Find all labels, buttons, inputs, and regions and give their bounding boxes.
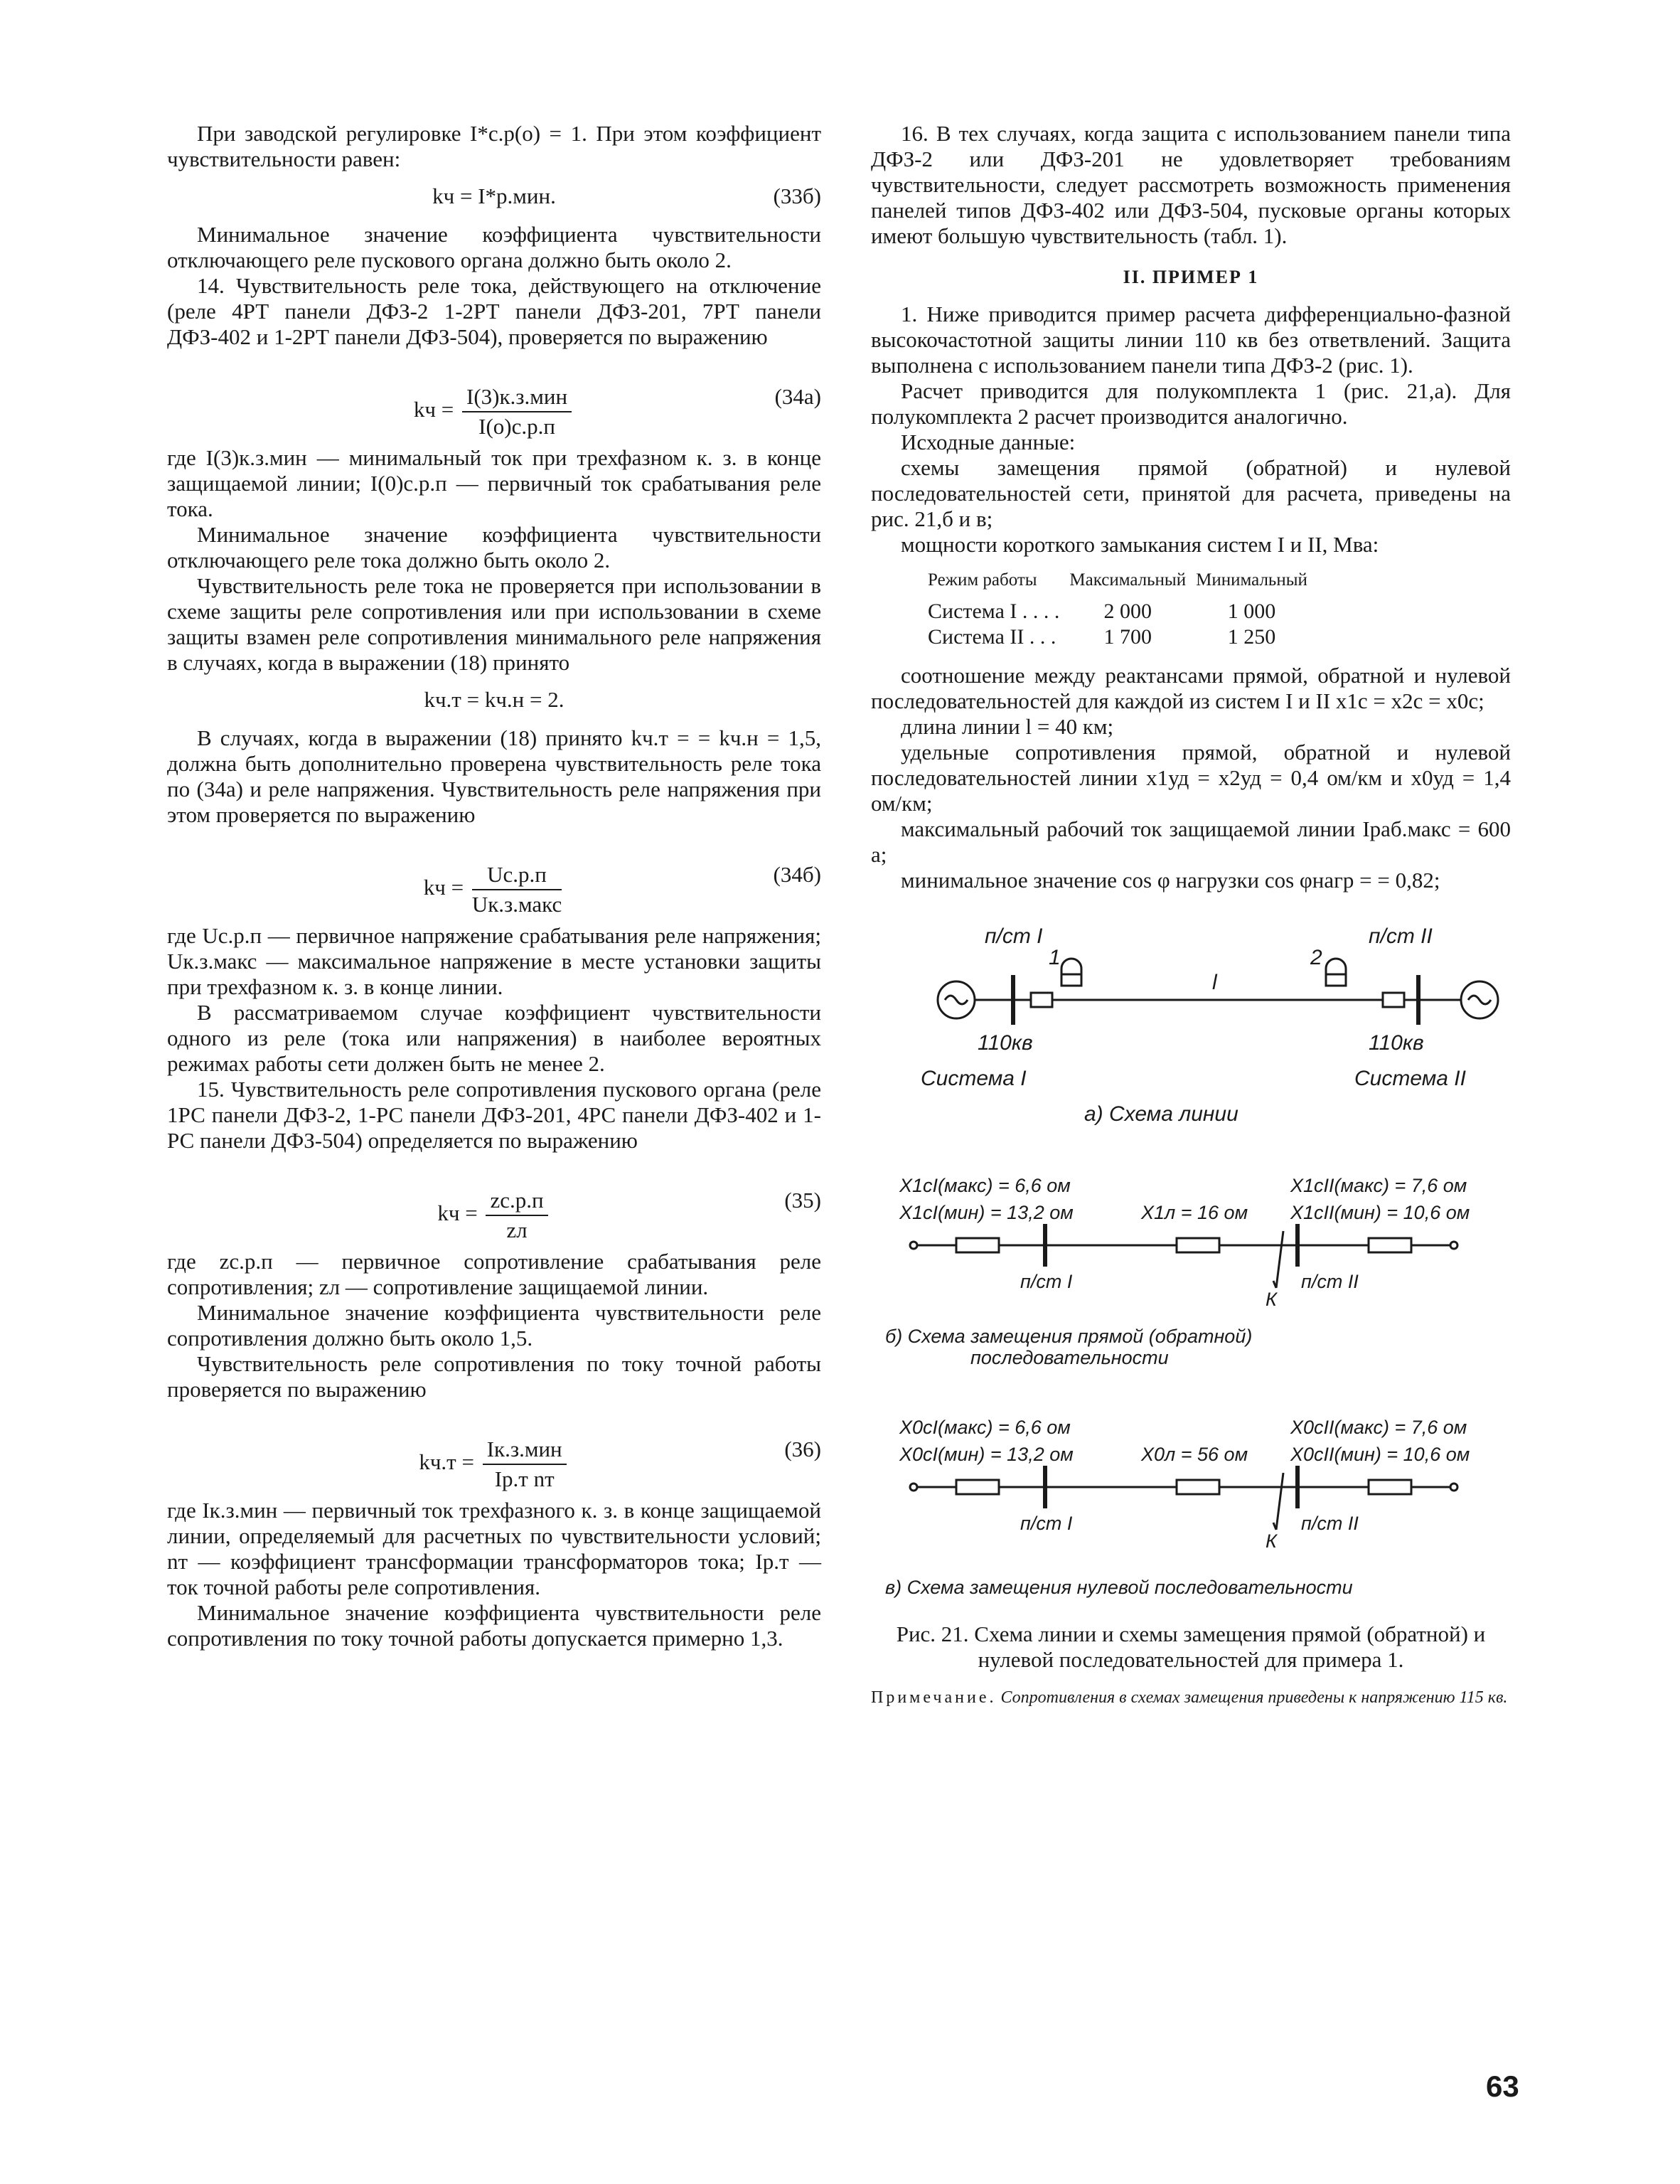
paragraph: максимальный рабочий ток защищаемой линии Iраб.макс = 600 а; [871, 816, 1511, 867]
formula-34b [167, 836, 821, 915]
table-cell: 1 250 [1227, 625, 1276, 649]
formula-expression [167, 1188, 821, 1243]
formula-expression [167, 1437, 821, 1492]
label-x1cII-max: X1cII(макс) = 7,6 ом [1290, 1175, 1467, 1196]
resistor-line [1177, 1238, 1219, 1252]
equation-number: (33б) [773, 183, 821, 208]
paragraph: В рассматриваемом случае коэффициент чувствительности одного из реле (тока или напряжения) в наиболее вероятных режимах работы сети должен быть не менее 2. [167, 1000, 821, 1076]
resistor-system-2 [1369, 1238, 1411, 1252]
formula-33b [167, 181, 821, 213]
paragraph: где I(3)к.з.мин — минимальный ток при трехфазном к. з. в конце защищаемой линии; I(0)с.р.п — первичный ток срабатывания реле тока. [167, 445, 821, 521]
fraction-numerator: Iк.з.мин [483, 1437, 567, 1465]
equation-number: (34а) [774, 384, 821, 409]
figure-caption: Рис. 21. Схема линии и схемы замещения прямой (обратной) и нулевой последовательностей для примера 1. [896, 1621, 1486, 1672]
paragraph: Чувствительность реле сопротивления по току точной работы проверяется по выражению [167, 1351, 821, 1402]
label-substation-2: п/ст II [1369, 925, 1433, 948]
label-x0l: X0л = 56 ом [1141, 1444, 1248, 1465]
table-cell: Система I . . . . [928, 600, 1060, 623]
resistor-system-2 [1369, 1480, 1411, 1494]
table-header: Максимальный [1069, 570, 1187, 590]
fraction [486, 1188, 547, 1243]
note-label: Примечание. [871, 1688, 997, 1707]
formula-expression: kч.т = kч.н = 2. [424, 687, 565, 712]
formula-lhs: kч.т = [419, 1449, 474, 1475]
table-header: Минимальный [1196, 570, 1307, 590]
paragraph: Минимальное значение коэффициента чувствительности реле сопротивления должно быть около 1,5. [167, 1300, 821, 1351]
paragraph: При заводской регулировке I*с.р(о) = 1. При этом коэффициент чувствительности равен: [167, 121, 821, 171]
resistor-system-1 [956, 1480, 999, 1494]
paragraph: Минимальное значение коэффициента чувствительности отключающего реле пускового органа должно быть около 2. [167, 222, 821, 272]
label-x0cII-min: X0cII(мин) = 10,6 ом [1290, 1444, 1470, 1465]
zero-sequence-diagram [871, 1398, 1511, 1612]
paragraph: 1. Ниже приводится пример расчета дифференциально-фазной высокочастотной защиты линии 110 кв без ответвлений. Защита выполнена с использованием панели типа ДФЗ-2 (рис. 1). [871, 302, 1511, 378]
label-x1l: X1л = 16 ом [1141, 1202, 1248, 1223]
fraction [483, 1437, 567, 1492]
label-x0cI-max: X0cI(макс) = 6,6 ом [899, 1417, 1071, 1438]
diagram-caption: в) Схема замещения нулевой последовательности [885, 1577, 1353, 1598]
label-system-1: Система I [921, 1067, 1027, 1090]
formula-expression [167, 384, 821, 440]
formula-36 [167, 1411, 821, 1489]
paragraph: где zс.р.п — первичное сопротивление срабатывания реле сопротивления; zл — сопротивление защищаемой линии. [167, 1249, 821, 1299]
table-cell: 2 000 [1103, 600, 1152, 623]
label-kit-1: 1 [1049, 946, 1061, 969]
label-x1cI-max: X1cI(макс) = 6,6 ом [899, 1175, 1071, 1196]
formula-lhs: kч = [413, 397, 454, 422]
label-substation-1: п/ст I [1020, 1271, 1073, 1292]
formula-35 [167, 1162, 821, 1240]
hf-relay-2 [1326, 959, 1346, 986]
label-x0cII-max: X0cII(макс) = 7,6 ом [1290, 1417, 1467, 1438]
breaker-right [1383, 993, 1404, 1007]
resistor-system-1 [956, 1238, 999, 1252]
line-scheme-diagram [871, 915, 1511, 1128]
equation-number: (34б) [773, 862, 821, 887]
fraction-numerator: zс.р.п [486, 1188, 547, 1216]
fraction-denominator: Iр.т nт [494, 1466, 555, 1491]
paragraph: соотношение между реактансами прямой, обратной и нулевой последовательностей для каждой из систем I и II x1с = x2с = x0с; [871, 663, 1511, 713]
paragraph: В случаях, когда в выражении (18) принято kч.т = = kч.н = 1,5, должна быть дополнительно проверена чувствительность реле тока по (34а) и реле напряжения. Чувствительность реле напряжения при этом проверяется по выражению [167, 725, 821, 827]
section-heading: II. ПРИМЕР 1 [1123, 267, 1259, 287]
fraction-numerator: Uс.р.п [472, 862, 562, 890]
paragraph: 14. Чувствительность реле тока, действующего на отключение (реле 4РТ панели ДФЗ-2 1-2РТ панели ДФЗ-201, 7РТ панели ДФЗ-402 и 1-2РТ панели ДФЗ-504), проверяется по выражению [167, 273, 821, 349]
paragraph: мощности короткого замыкания систем I и II, Мва: [901, 532, 1379, 557]
note-text: Сопротивления в схемах замещения приведены к напряжению 115 кв. [1000, 1688, 1508, 1707]
label-x1cII-min: X1cII(мин) = 10,6 ом [1290, 1202, 1470, 1223]
formula-lhs: kч = [423, 875, 464, 900]
formula-expression: kч = I*р.мин. [432, 183, 556, 208]
table-header-row [928, 568, 1317, 599]
label-fault-point: К [1266, 1289, 1277, 1310]
label-fault-point: К [1266, 1530, 1277, 1552]
paragraph: Минимальное значение коэффициента чувствительности отключающего реле тока должно быть около 2. [167, 522, 821, 572]
paragraph: где Uс.р.п — первичное напряжение срабатывания реле напряжения; Uк.з.макс — максимальное напряжение в месте установки защиты при трехфазном к. з. в конце линии. [167, 923, 821, 999]
paragraph: Чувствительность реле тока не проверяется при использовании в схеме защиты реле сопротивления или при использовании в схеме защиты взамен реле сопротивления минимального реле напряжения в случаях, когда в выражении (18) принято [167, 573, 821, 675]
paragraph: Расчет приводится для полукомплекта 1 (рис. 21,а). Для полукомплекта 2 расчет производится аналогично. [871, 378, 1511, 429]
equation-number: (35) [784, 1188, 821, 1213]
paragraph: удельные сопротивления прямой, обратной и нулевой последовательностей линии x1уд = x2уд = 0,4 ом/км и x0уд = 1,4 ом/км; [871, 740, 1511, 816]
fraction-numerator: I(3)к.з.мин [462, 384, 572, 412]
paragraph: минимальное значение cos φ нагрузки cos φнагр = = 0,82; [901, 868, 1440, 893]
table-cell: 1 000 [1227, 600, 1276, 623]
paragraph: Исходные данные: [901, 430, 1076, 454]
table-row [928, 599, 1317, 624]
fraction [472, 862, 562, 917]
short-circuit-power-table [928, 568, 1317, 650]
paragraph: 16. В тех случаях, когда защита с использованием панели типа ДФЗ-2 или ДФЗ-201 не удовлетворяет требованиям чувствительности, следует рассмотреть возможность применения панелей типов ДФЗ-402 или ДФЗ-504, пусковые органы которых имеют большую чувствительность (табл. 1). [871, 121, 1511, 248]
label-x0cI-min: X0cI(мин) = 13,2 ом [899, 1444, 1074, 1465]
fraction [462, 384, 572, 440]
hf-relay-1 [1061, 959, 1081, 986]
label-voltage-2: 110кв [1369, 1031, 1424, 1055]
label-voltage-1: 110кв [978, 1031, 1033, 1055]
right-column [871, 121, 1511, 1708]
paragraph: 15. Чувствительность реле сопротивления пускового органа (реле 1РС панели ДФЗ-2, 1-РС панели ДФЗ-201, 4РС панели ДФЗ-402 и 1-РС панели ДФЗ-504) определяется по выражению [167, 1077, 821, 1153]
paragraph: Минимальное значение коэффициента чувствительности реле сопротивления по току точной работы допускается примерно 1,3. [167, 1600, 821, 1651]
label-substation-1: п/ст I [985, 925, 1043, 948]
formula-34a [167, 358, 821, 437]
equation-number: (36) [784, 1437, 821, 1461]
resistor-line [1177, 1480, 1219, 1494]
positive-sequence-diagram [871, 1156, 1511, 1370]
formula-lhs: kч = [437, 1200, 478, 1226]
breaker-left [1031, 993, 1052, 1007]
fraction-denominator: I(о)с.р.п [478, 414, 555, 439]
diagram-caption-line2: последовательности [970, 1347, 1169, 1368]
paragraph: схемы замещения прямой (обратной) и нулевой последовательностей сети, принятой для расчета, приведены на рис. 21,б и в; [871, 455, 1511, 531]
left-column [167, 121, 821, 1651]
fraction-denominator: zл [506, 1218, 528, 1242]
diagram-caption: а) Схема линии [1084, 1102, 1238, 1126]
label-substation-2: п/ст II [1301, 1513, 1359, 1534]
label-kit-2: 2 [1310, 946, 1322, 969]
diagram-caption: б) Схема замещения прямой (обратной) [885, 1326, 1253, 1347]
label-x1cI-min: X1cI(мин) = 13,2 ом [899, 1202, 1074, 1223]
table-row [928, 624, 1317, 650]
label-system-2: Система II [1354, 1067, 1466, 1090]
table-cell: Система II . . . [928, 625, 1056, 649]
page-number: 63 [1486, 2070, 1519, 2103]
label-substation-2: п/ст II [1301, 1271, 1359, 1292]
label-line-length: l [1212, 971, 1217, 994]
formula-expression [167, 862, 821, 917]
table-header: Режим работы [928, 570, 1037, 590]
formula-kt [167, 684, 821, 717]
table-cell: 1 700 [1103, 625, 1152, 649]
figure-note [871, 1687, 1511, 1708]
paragraph: длина линии l = 40 км; [901, 714, 1114, 739]
label-substation-1: п/ст I [1020, 1513, 1073, 1534]
fraction-denominator: Uк.з.макс [471, 892, 562, 917]
paragraph: где Iк.з.мин — первичный ток трехфазного к. з. в конце защищаемой линии, определяемый для расчетных по чувствительности условий; nт — коэффициент трансформации трансформаторов тока; Iр.т — ток точной работы реле сопротивления. [167, 1498, 821, 1599]
